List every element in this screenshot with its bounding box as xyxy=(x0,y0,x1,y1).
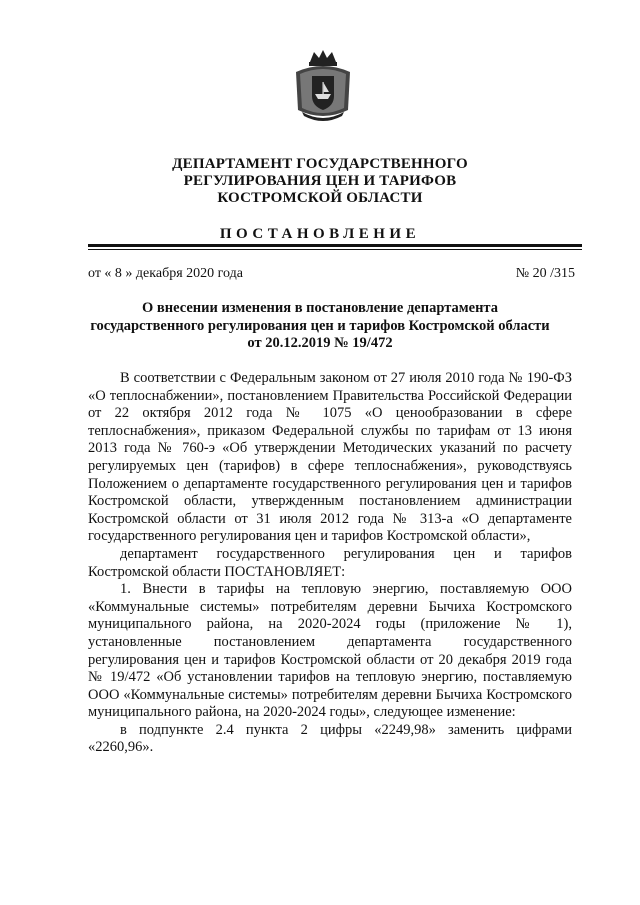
body-paragraph-resolves: департамент государственного регулирования цен и тарифов Костромской области ПОСТАНОВЛЯЕТ: xyxy=(88,545,572,580)
department-line: РЕГУЛИРОВАНИЯ ЦЕН И ТАРИФОВ xyxy=(183,173,457,189)
body-paragraph-item-1: 1. Внести в тарифы на тепловую энергию, поставляемую ООО «Коммунальные системы» потребителям деревни Бычиха Костромского муниципального района, на 2020-2024 годы (приложение № 1), установленные постановлением департамента государственного регулирования цен и тарифов Костромской области от 20 декабря 2019 года № 19/472 «Об установлении тарифов на тепловую энергию, поставляемую ООО «Коммунальные системы» потребителям деревни Бычиха Костромского муниципального района, на 2020-2024 годы», следующее изменение: xyxy=(88,581,572,721)
heading-line: от 20.12.2019 № 19/472 xyxy=(247,335,393,351)
document-type: ПОСТАНОВЛЕНИЕ xyxy=(219,226,421,242)
heading-line: государственного регулирования цен и тарифов Костромской области xyxy=(90,317,550,334)
document-body xyxy=(88,370,572,757)
department-name xyxy=(80,156,560,207)
coat-of-arms-icon xyxy=(292,48,354,124)
document-number: № 20 /315 xyxy=(515,266,575,281)
header-rule-thin xyxy=(88,249,582,250)
body-paragraph-change: в подпункте 2.4 пункта 2 цифры «2249,98» заменить цифрами «2260,96». xyxy=(88,721,572,756)
document-date: от « 8 » декабря 2020 года xyxy=(88,266,243,281)
header-rule-thick xyxy=(88,244,582,247)
department-line: ДЕПАРТАМЕНТ ГОСУДАРСТВЕННОГО xyxy=(172,156,468,172)
heading-line: О внесении изменения в постановление департамента xyxy=(142,300,498,316)
document-heading xyxy=(80,300,560,353)
body-paragraph-preamble: В соответствии с Федеральным законом от 27 июля 2010 года № 190-ФЗ «О теплоснабжении», постановлением Правительства Российской Федерации от 22 октября 2012 года № 1075 «О ценообразовании в сфере теплоснабжения», приказом Федеральной службы по тарифам от 13 июня 2013 года № 760-э «Об утверждении Методических указаний по расчету регулируемых цен (тарифов) в сфере теплоснабжения», руководствуясь Положением о департаменте государственного регулирования цен и тарифов Костромской области, утвержденным постановлением администрации Костромской области от 31 июля 2012 года № 313-а «О департаменте государственного регулирования цен и тарифов Костромской области», xyxy=(88,370,572,545)
department-line: КОСТРОМСКОЙ ОБЛАСТИ xyxy=(217,190,423,206)
